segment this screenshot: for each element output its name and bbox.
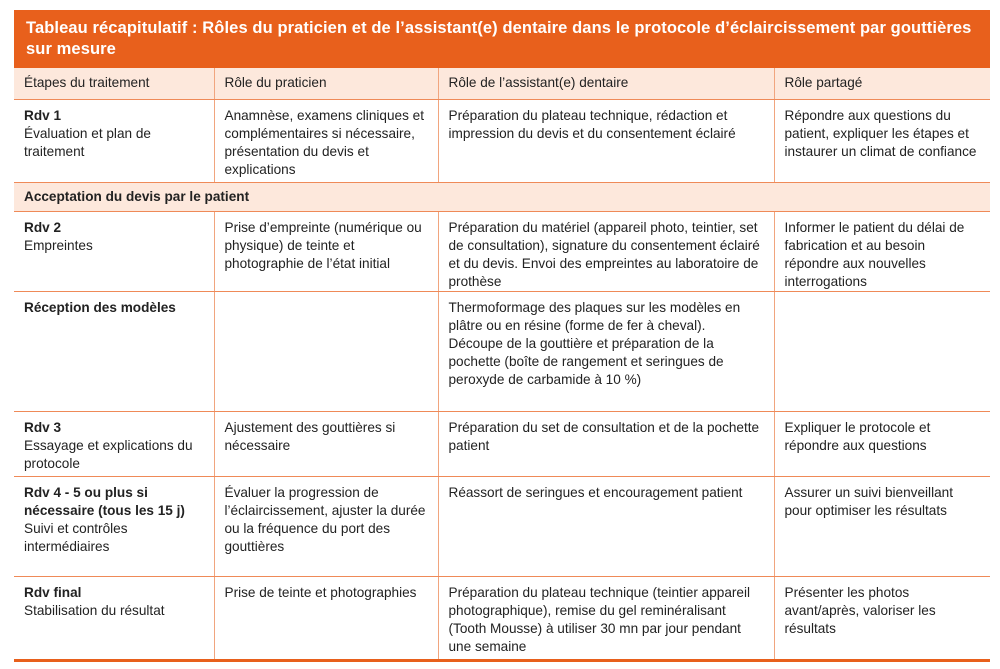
step-cell [14,99,214,182]
step-title: Réception des modèles [24,299,176,315]
step-cell [14,211,214,291]
assistant-cell: Thermoformage des plaques sur les modèles en plâtre ou en résine (forme de fer à cheval). Découpe de la gouttière et préparation de la pochette (boîte de rangement et seringues de peroxyde de carbamide à 10 %) [438,291,774,411]
roles-table [14,68,990,662]
praticien-cell: Prise d’empreinte (numérique ou physique) de teinte et photographie de l’état initial [214,211,438,291]
step-title: Rdv 1 [24,107,62,123]
step-description: Évaluation et plan de traitement [24,125,151,159]
step-title: Rdv 4 - 5 ou plus si nécessaire (tous les 15 j) [24,484,185,518]
column-header-steps: Étapes du traitement [14,68,214,99]
praticien-cell: Évaluer la progression de l’éclaircissement, ajuster la durée ou la fréquence du port des gouttières [214,476,438,576]
separator-label: Acceptation du devis par le patient [14,182,990,211]
shared-cell: Expliquer le protocole et répondre aux questions [774,411,990,476]
assistant-cell: Préparation du set de consultation et de la pochette patient [438,411,774,476]
shared-cell: Informer le patient du délai de fabrication et au besoin répondre aux nouvelles interrogations [774,211,990,291]
step-description: Empreintes [24,237,93,253]
step-description: Essayage et explications du protocole [24,437,193,471]
column-header-praticien: Rôle du praticien [214,68,438,99]
separator-row [14,182,990,211]
step-title: Rdv final [24,584,82,600]
table-row [14,576,990,660]
praticien-cell: Prise de teinte et photographies [214,576,438,660]
column-header-shared: Rôle partagé [774,68,990,99]
step-description: Stabilisation du résultat [24,602,165,618]
shared-cell: Présenter les photos avant/après, valoriser les résultats [774,576,990,660]
step-cell [14,411,214,476]
column-header-assistant: Rôle de l’assistant(e) dentaire [438,68,774,99]
step-title: Rdv 2 [24,219,62,235]
shared-cell: Répondre aux questions du patient, expliquer les étapes et instaurer un climat de confiance [774,99,990,182]
summary-table-container [14,10,990,662]
table-row [14,476,990,576]
step-title: Rdv 3 [24,419,62,435]
table-title: Tableau récapitulatif : Rôles du praticien et de l’assistant(e) dentaire dans le protocole d’éclaircissement par gouttières sur mesure [14,10,990,68]
praticien-cell: Ajustement des gouttières si nécessaire [214,411,438,476]
assistant-cell: Préparation du matériel (appareil photo, teintier, set de consultation), signature du consentement éclairé et du devis. Envoi des empreintes au laboratoire de prothèse [438,211,774,291]
table-row [14,411,990,476]
step-cell [14,291,214,411]
assistant-cell: Préparation du plateau technique, rédaction et impression du devis et du consentement éclairé [438,99,774,182]
header-row [14,68,990,99]
praticien-cell: Anamnèse, examens cliniques et complémentaires si nécessaire, présentation du devis et explications [214,99,438,182]
shared-cell: Assurer un suivi bienveillant pour optimiser les résultats [774,476,990,576]
step-cell [14,576,214,660]
table-row [14,211,990,291]
praticien-cell [214,291,438,411]
table-row [14,99,990,182]
step-cell [14,476,214,576]
shared-cell [774,291,990,411]
step-description: Suivi et contrôles intermédiaires [24,520,128,554]
table-row [14,291,990,411]
assistant-cell: Préparation du plateau technique (teintier appareil photographique), remise du gel reminéralisant (Tooth Mousse) à utiliser 30 mn par jour pendant une semaine [438,576,774,660]
assistant-cell: Réassort de seringues et encouragement patient [438,476,774,576]
